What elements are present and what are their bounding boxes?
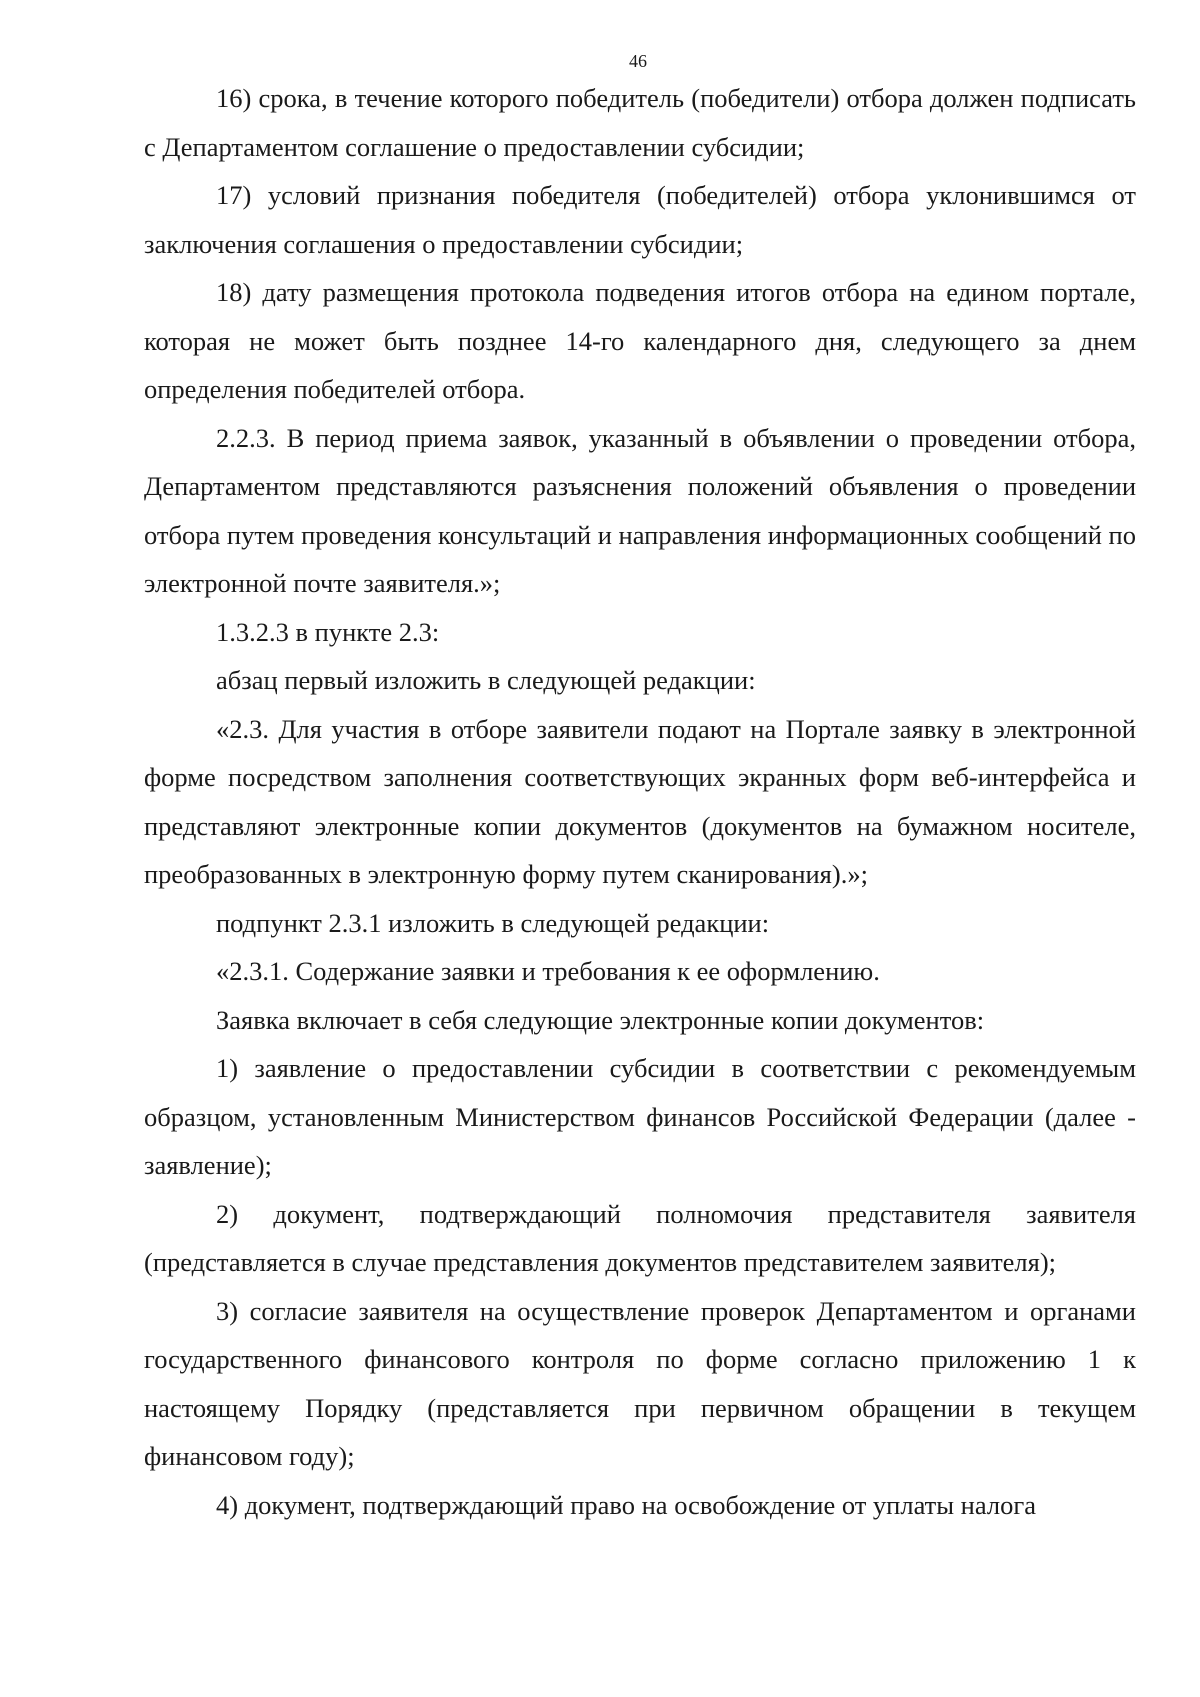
paragraph-application-contents: Заявка включает в себя следующие электронные копии документов: [216, 1004, 985, 1035]
document-body [144, 74, 1136, 1529]
page-number: 46 [629, 51, 647, 71]
paragraph-amendment-1-3-2-3: 1.3.2.3 в пункте 2.3: [216, 616, 440, 647]
paragraph-section-2-2-3: 2.2.3. В период приема заявок, указанный в объявлении о проведении отбора, Департаментом представляются разъяснения положений объявления о проведении отбора путем проведения консультаций и направления информационных сообщений по электронной почте заявителя.»; [144, 422, 1136, 598]
paragraph-item-18: 18) дату размещения протокола подведения итогов отбора на едином портале, которая не может быть позднее 14-го календарного дня, следующего за днем определения победителей отбора. [144, 277, 1136, 404]
paragraph-list-item-4: 4) документ, подтверждающий право на освобождение от уплаты налога [216, 1489, 1036, 1520]
paragraph-item-16: 16) срока, в течение которого победитель (победители) отбора должен подписать с Департаментом соглашение о предоставлении субсидии; [144, 83, 1136, 162]
paragraph-section-2-3-1: «2.3.1. Содержание заявки и требования к ее оформлению. [216, 956, 880, 986]
paragraph-list-item-1: 1) заявление о предоставлении субсидии в соответствии с рекомендуемым образцом, установленным Министерством финансов Российской Федерации (далее - заявление); [144, 1053, 1136, 1180]
paragraph-instruction-first: абзац первый изложить в следующей редакции: [216, 665, 756, 695]
paragraph-list-item-2: 2) документ, подтверждающий полномочия представителя заявителя (представляется в случае представления документов представителем заявителя); [144, 1198, 1136, 1277]
paragraph-instruction-subitem: подпункт 2.3.1 изложить в следующей редакции: [216, 907, 770, 938]
paragraph-section-2-3: «2.3. Для участия в отборе заявители подают на Портале заявку в электронной форме посредством заполнения соответствующих экранных форм веб-интерфейса и представляют электронные копии документов (документов на бумажном носителе, преобразованных в электронную форму путем сканирования).»; [144, 713, 1136, 889]
paragraph-list-item-3: 3) согласие заявителя на осуществление проверок Департаментом и органами государственного финансового контроля по форме согласно приложению 1 к настоящему Порядку (представляется при первичном обращении в текущем финансовом году); [144, 1295, 1136, 1471]
paragraph-item-17: 17) условий признания победителя (победителей) отбора уклонившимся от заключения соглашения о предоставлении субсидии; [144, 180, 1136, 259]
